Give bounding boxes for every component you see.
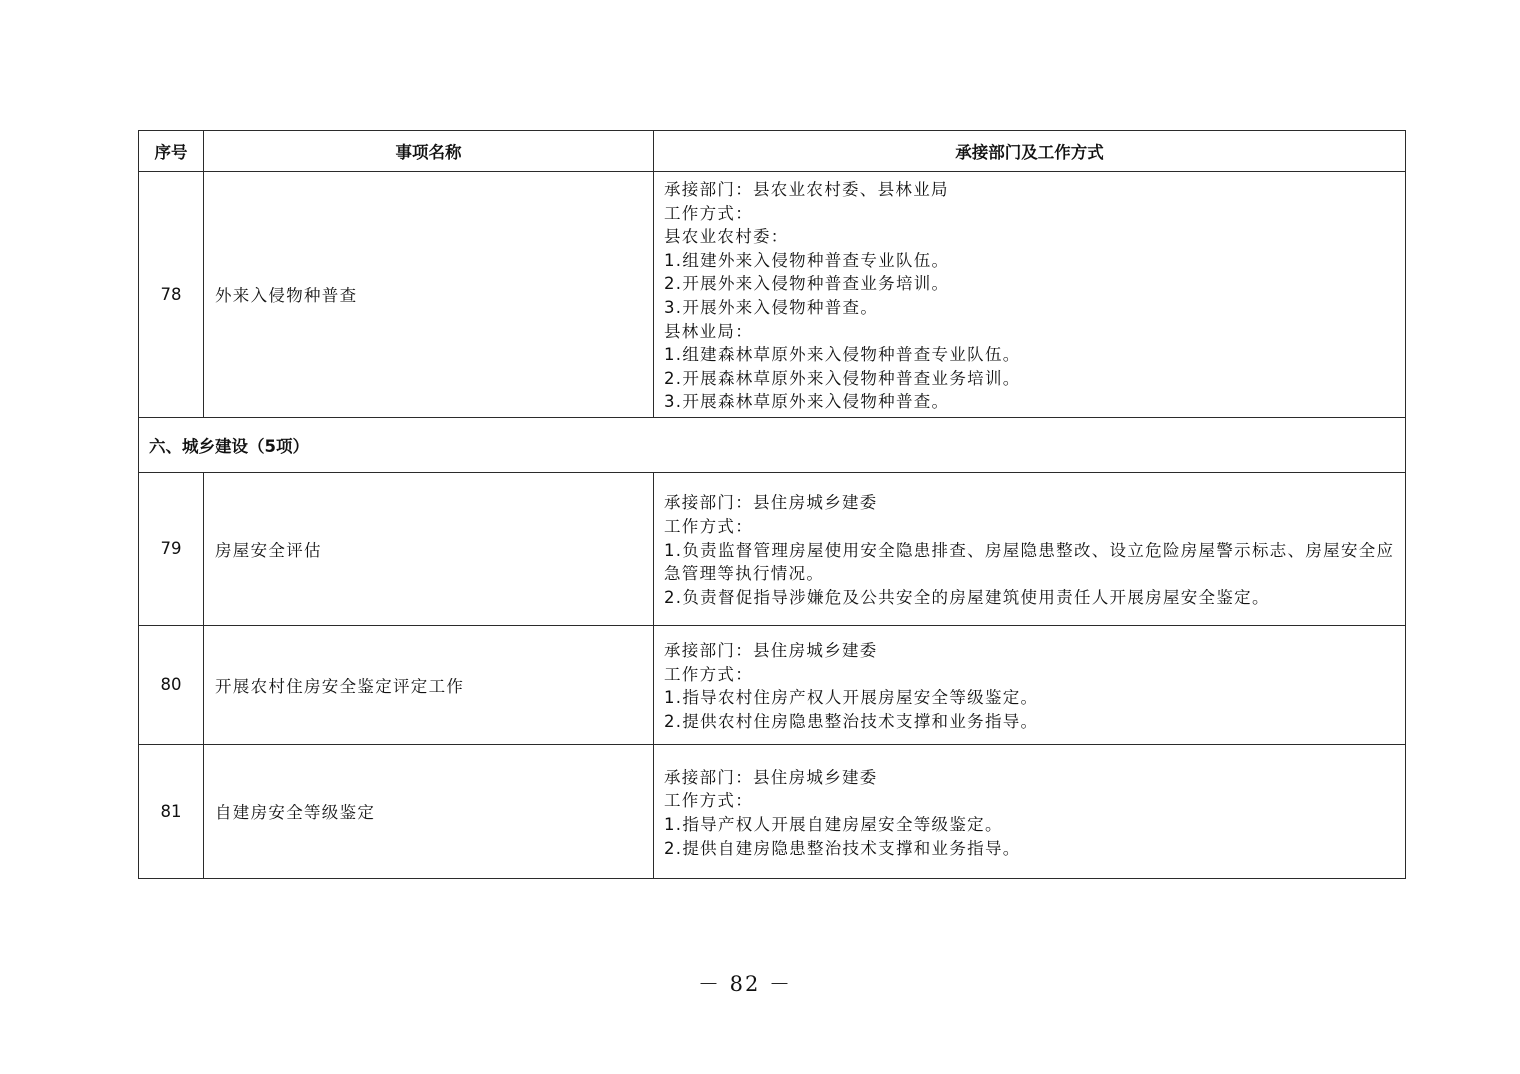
detail-line: 县林业局： bbox=[664, 321, 753, 341]
row-detail bbox=[654, 744, 1406, 878]
row-detail bbox=[654, 625, 1406, 744]
detail-line: 工作方式： bbox=[664, 791, 753, 811]
section-row bbox=[139, 417, 1406, 472]
header-name: 事项名称 bbox=[204, 131, 654, 172]
detail-line: 工作方式： bbox=[664, 517, 753, 537]
detail-line: 2.负责督促指导涉嫌危及公共安全的房屋建筑使用责任人开展房屋安全鉴定。 bbox=[664, 587, 1270, 607]
detail-line: 1.组建森林草原外来入侵物种普查专业队伍。 bbox=[664, 345, 1021, 365]
detail-line: 1.负责监督管理房屋使用安全隐患排查、房屋隐患整改、设立危险房屋警示标志、房屋安全应急管理等执行情况。 bbox=[664, 540, 1395, 584]
detail-line: 县农业农村委： bbox=[664, 227, 789, 247]
detail-line: 1.指导农村住房产权人开展房屋安全等级鉴定。 bbox=[664, 688, 1039, 708]
row-name: 房屋安全评估 bbox=[204, 472, 654, 625]
detail-line: 承接部门：县农业农村委、县林业局 bbox=[664, 180, 949, 199]
detail-line: 工作方式： bbox=[664, 203, 753, 223]
detail-line: 3.开展外来入侵物种普查。 bbox=[664, 297, 879, 317]
header-detail: 承接部门及工作方式 bbox=[654, 131, 1406, 172]
table-row bbox=[139, 172, 1406, 418]
detail-line: 工作方式： bbox=[664, 664, 753, 684]
detail-line: 1.组建外来入侵物种普查专业队伍。 bbox=[664, 250, 950, 270]
section-title: 六、城乡建设（5项） bbox=[139, 417, 1406, 472]
page-number: － 82 － bbox=[697, 972, 793, 996]
table-row bbox=[139, 744, 1406, 878]
detail-line: 1.指导产权人开展自建房屋安全等级鉴定。 bbox=[664, 814, 1003, 834]
row-no: 81 bbox=[139, 744, 204, 878]
row-name: 开展农村住房安全鉴定评定工作 bbox=[204, 625, 654, 744]
detail-line: 2.开展森林草原外来入侵物种普查业务培训。 bbox=[664, 368, 1021, 388]
table-header-row bbox=[139, 131, 1406, 172]
row-no: 78 bbox=[139, 172, 204, 418]
items-table bbox=[138, 130, 1406, 879]
row-no: 79 bbox=[139, 472, 204, 625]
row-detail bbox=[654, 472, 1406, 625]
header-no: 序号 bbox=[139, 131, 204, 172]
table-row bbox=[139, 472, 1406, 625]
detail-line: 2.提供自建房隐患整治技术支撑和业务指导。 bbox=[664, 838, 1021, 858]
detail-line: 承接部门：县住房城乡建委 bbox=[664, 767, 878, 787]
detail-line: 承接部门：县住房城乡建委 bbox=[664, 641, 878, 661]
detail-line: 承接部门：县住房城乡建委 bbox=[664, 493, 878, 513]
table-row bbox=[139, 625, 1406, 744]
row-name: 外来入侵物种普查 bbox=[204, 172, 654, 418]
detail-line: 2.提供农村住房隐患整治技术支撑和业务指导。 bbox=[664, 712, 1039, 732]
detail-line: 3.开展森林草原外来入侵物种普查。 bbox=[664, 392, 950, 412]
row-no: 80 bbox=[139, 625, 204, 744]
row-name: 自建房安全等级鉴定 bbox=[204, 744, 654, 878]
detail-line: 2.开展外来入侵物种普查业务培训。 bbox=[664, 274, 950, 294]
row-detail bbox=[654, 172, 1406, 418]
